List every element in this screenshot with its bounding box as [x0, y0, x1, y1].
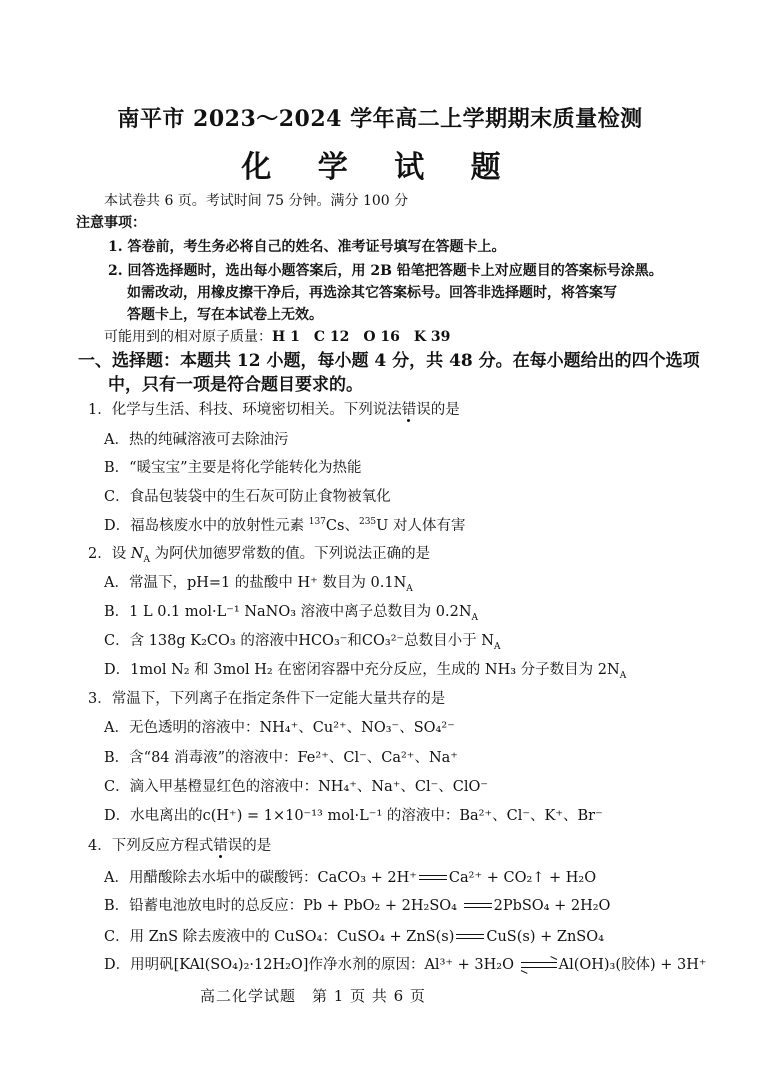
- notice-item-2-cont: 如需改动，用橡皮擦干净后，再选涂其它答案标号。回答非选择题时，将答案写: [127, 285, 617, 301]
- q3-option-a: A．无色透明的溶液中：NH₄⁺、Cu²⁺、NO₃⁻、SO₄²⁻: [104, 720, 455, 736]
- exam-info: 本试卷共 6 页。考试时间 75 分钟。满分 100 分: [104, 193, 409, 209]
- exam-title: 南平市 2023～2024 学年高二上学期期末质量检测: [117, 106, 643, 132]
- q2-c-sub: A: [493, 641, 501, 652]
- q1-option-b: B．“暖宝宝”主要是将化学能转化为热能: [104, 460, 362, 476]
- q2-a-text: A．常温下，pH=1 的盐酸中 H⁺ 数目为 0.1N: [104, 575, 407, 591]
- atomic-mass-line: [104, 326, 450, 346]
- notice-item-2: 2. 回答选择题时，选出每小题答案后，用 2B 铅笔把答题卡上对应题目的答案标号涂黑。: [108, 263, 663, 279]
- equals-arrow-icon: [462, 902, 494, 910]
- subject-title: 化 学 试 题: [241, 150, 519, 185]
- reversible-arrow-icon: [519, 960, 559, 970]
- q4-b-left: B．铅蓄电池放电时的总反应：Pb + PbO₂ + 2H₂SO₄: [104, 898, 457, 914]
- notice-item-1: 1. 答卷前，考生务必将自己的姓名、准考证号填写在答题卡上。: [108, 239, 506, 255]
- q2-na: N: [130, 546, 144, 562]
- q1-d-text: D．福岛核废水中的放射性元素: [104, 518, 309, 534]
- q4-b-right: 2PbSO₄ + 2H₂O: [493, 898, 611, 914]
- question-1-stem: [88, 398, 460, 419]
- q2-d-text: D．1mol N₂ 和 3mol H₂ 在密闭容器中充分反应，生成的 NH₃ 分子数目为 2N: [104, 662, 620, 678]
- notice-heading: 注意事项：: [76, 215, 146, 231]
- q2-d-sub: A: [619, 670, 627, 681]
- q4-option-d: [104, 953, 707, 974]
- q4-stem-end: 误的是: [227, 838, 272, 854]
- q1-option-a: A．热的纯碱溶液可去除油污: [104, 432, 289, 448]
- equals-arrow-icon: [454, 933, 486, 941]
- page-footer: 高二化学试题 第 1 页 共 6 页: [200, 987, 426, 1005]
- q4-emphasis-char: 错: [213, 838, 228, 854]
- q1-d-mass2: 235: [358, 517, 377, 528]
- atomic-mass-label: 可能用到的相对原子质量：: [104, 329, 272, 345]
- q1-stem-text: 1．化学与生活、科技、环境密切相关。下列说法: [88, 402, 402, 418]
- q2-option-b: [104, 600, 478, 623]
- section-heading-cont: 中，只有一项是符合题目要求的。: [108, 375, 363, 395]
- q2-c-text: C．含 138g K₂CO₃ 的溶液中HCO₃⁻和CO₃²⁻总数目小于 N: [104, 633, 494, 649]
- q1-emphasis-char: 错: [401, 402, 417, 418]
- q1-option-d: [104, 514, 466, 535]
- q4-stem-text: 4．下列反应方程式: [88, 838, 214, 854]
- q4-d-right: Al(OH)₃(胶体) + 3H⁺: [558, 957, 707, 973]
- q2-option-c: [104, 629, 500, 652]
- atomic-mass-values: H 1 C 12 O 16 K 39: [272, 329, 451, 345]
- q4-a-left: A．用醋酸除去水垢中的碳酸钙：CaCO₃ + 2H⁺: [104, 870, 417, 886]
- q4-a-right: Ca²⁺ + CO₂↑ + H₂O: [448, 870, 597, 886]
- section-heading: 一、选择题：本题共 12 小题，每小题 4 分，共 48 分。在每小题给出的四个选项: [78, 351, 700, 371]
- q4-option-a: [104, 866, 596, 887]
- q4-c-right: CuS(s) + ZnSO₄: [486, 929, 604, 945]
- q4-option-b: [104, 894, 610, 915]
- q3-option-b: B．含“84 消毒液”的溶液中：Fe²⁺、Cl⁻、Ca²⁺、Na⁺: [104, 750, 458, 766]
- q1-d-cs: Cs、: [325, 518, 359, 534]
- question-4-stem: [88, 834, 271, 855]
- q2-option-d: [104, 658, 626, 681]
- q1-d-u: U 对人体有害: [376, 518, 466, 534]
- q4-c-left: C．用 ZnS 除去废液中的 CuSO₄：CuSO₄ + ZnS(s): [104, 929, 455, 945]
- q2-stem-end: 为阿伏加德罗常数的值。下列说法正确的是: [150, 546, 431, 562]
- q2-b-sub: A: [471, 612, 479, 623]
- question-3-stem: 3．常温下，下列离子在指定条件下一定能大量共存的是: [88, 691, 446, 707]
- q3-option-d: D．水电离出的c(H⁺) = 1×10⁻¹³ mol·L⁻¹ 的溶液中：Ba²⁺、Cl⁻、K⁺、Br⁻: [104, 808, 603, 824]
- q2-b-text: B．1 L 0.1 mol·L⁻¹ NaNO₃ 溶液中离子总数目为 0.2N: [104, 604, 472, 620]
- q1-option-c: C．食品包装袋中的生石灰可防止食物被氧化: [104, 489, 391, 505]
- q2-option-a: [104, 571, 413, 594]
- q1-stem-end: 误的是: [416, 402, 460, 418]
- q3-option-c: C．滴入甲基橙显红色的溶液中：NH₄⁺、Na⁺、Cl⁻、ClO⁻: [104, 779, 489, 795]
- q4-d-left: D．用明矾[KAl(SO₄)₂·12H₂O]作净水剂的原因：Al³⁺ + 3H₂O: [104, 957, 514, 973]
- notice-item-2-cont2: 答题卡上，写在本试卷上无效。: [127, 307, 323, 323]
- q4-option-c: [104, 925, 604, 946]
- q2-a-sub: A: [406, 583, 413, 594]
- equals-arrow-icon: [417, 874, 449, 882]
- q1-d-mass1: 137: [308, 517, 326, 528]
- q2-na-sub: A: [143, 554, 151, 565]
- question-2-stem: [88, 542, 430, 565]
- q2-stem-text: 2．设: [88, 546, 131, 562]
